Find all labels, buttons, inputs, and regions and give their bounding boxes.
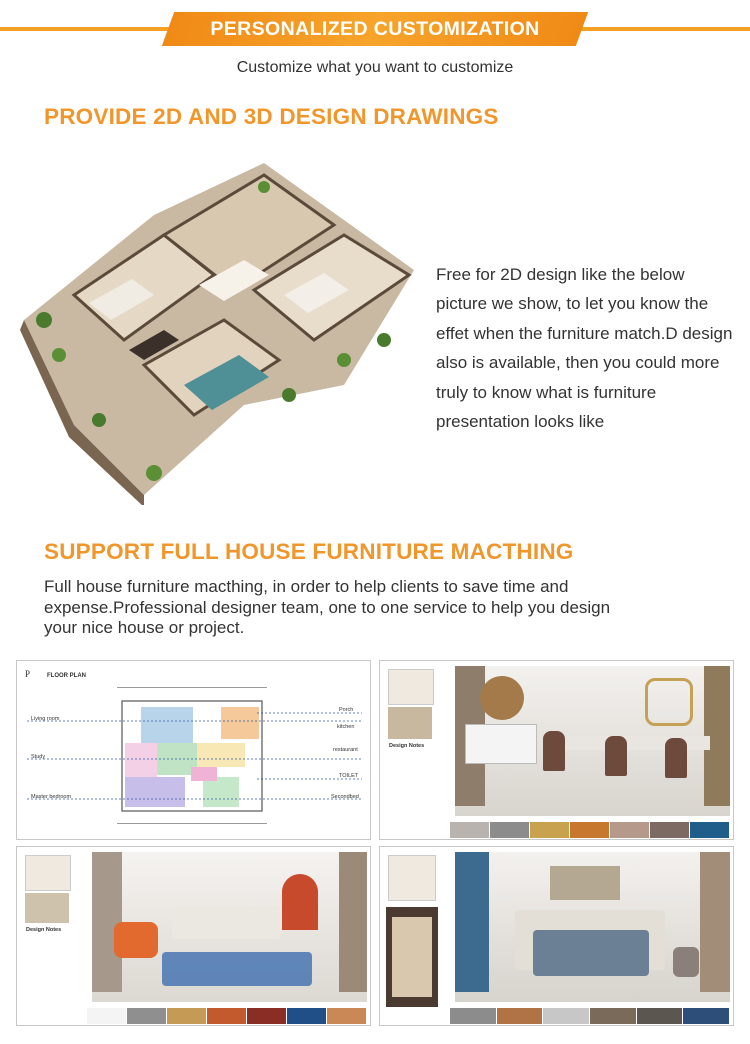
label-secondbed: Secondbed bbox=[331, 794, 359, 800]
dining-scene bbox=[455, 666, 730, 816]
label-porch: Porch bbox=[339, 707, 354, 713]
living-scene bbox=[92, 852, 367, 1002]
plan-thumbnail bbox=[388, 855, 436, 901]
bedroom-scene bbox=[455, 852, 730, 1002]
label-toilet: TOILET bbox=[339, 773, 359, 779]
label-master-bedroom: Master bedroom bbox=[31, 794, 72, 800]
plan-logo: P bbox=[25, 669, 31, 679]
bedroom-color-swatches bbox=[450, 1008, 730, 1024]
design-notes-title: Design Notes bbox=[389, 743, 425, 749]
living-mood-board bbox=[16, 846, 371, 1026]
wardrobe-photo bbox=[386, 907, 438, 1007]
label-restaurant: restaurant bbox=[333, 747, 358, 753]
floor-plan-board bbox=[16, 660, 371, 840]
section1-heading: PROVIDE 2D AND 3D DESIGN DRAWINGS bbox=[44, 104, 499, 129]
label-study: Study bbox=[31, 754, 46, 760]
room-photo bbox=[25, 893, 69, 923]
plan-thumbnail bbox=[25, 855, 71, 891]
banner-title: PERSONALIZED CUSTOMIZATION bbox=[210, 18, 540, 40]
bedroom-mood-board bbox=[379, 846, 734, 1026]
3d-floor-plan-image bbox=[14, 155, 424, 505]
banner-line-right bbox=[560, 27, 750, 31]
section2-text: Full house furniture macthing, in order to help clients to save time and expense.Professional designer team, one to one service to help you design your nice house or project. bbox=[44, 577, 611, 637]
banner-line-left bbox=[0, 27, 190, 31]
section1-text: Free for 2D design like the below picture we show, to let you know the effet when the furniture match.D design also is available, then you could more truly to know what is furniture presentation looks like bbox=[436, 265, 733, 432]
living-color-swatches bbox=[87, 1008, 367, 1024]
room-photo bbox=[388, 707, 432, 739]
banner-subtitle: Customize what you want to customize bbox=[236, 59, 514, 76]
floor-plan-title: FLOOR PLAN bbox=[47, 673, 86, 679]
label-kitchen: kitchen bbox=[337, 724, 355, 730]
plan-thumbnail bbox=[388, 669, 434, 705]
section2-heading: SUPPORT FULL HOUSE FURNITURE MACTHING bbox=[44, 539, 574, 564]
label-living-room: Living room bbox=[31, 716, 60, 722]
design-notes-title: Design Notes bbox=[26, 927, 62, 933]
dining-mood-board bbox=[379, 660, 734, 840]
dining-color-swatches bbox=[450, 822, 730, 838]
